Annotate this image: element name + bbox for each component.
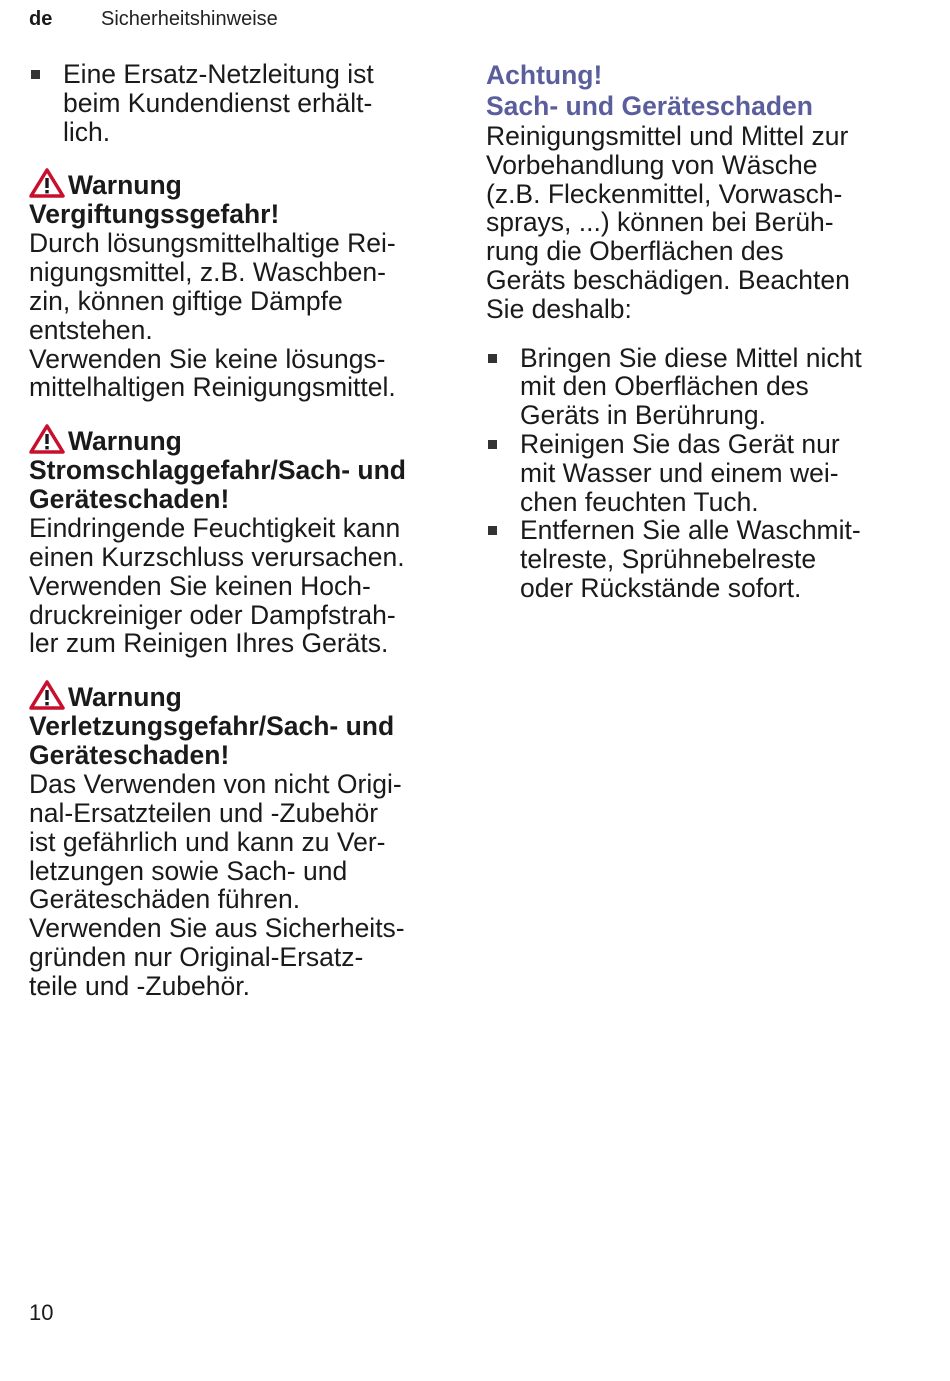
list-item: Entfernen Sie alle Waschmit- telreste, Sprühnebelreste oder Rückstände sofort. <box>486 516 926 602</box>
warning-triangle-icon <box>29 680 65 710</box>
left-column <box>29 60 454 1001</box>
warning-injury <box>29 680 454 1000</box>
warning-electric-shock <box>29 424 454 658</box>
bullet-square-icon <box>488 440 497 449</box>
warning-title: Vergiftungssgefahr! <box>29 199 280 230</box>
warning-title: Verletzungsgefahr/Sach- und Geräteschaden! <box>29 711 395 771</box>
language-code: de <box>29 8 53 30</box>
replacement-cable-list <box>29 60 454 146</box>
bullet-square-icon <box>488 526 497 535</box>
warning-heading: Warnung <box>29 168 454 200</box>
list-item: Eine Ersatz-Netzleitung ist beim Kundendienst erhält- lich. <box>29 60 454 146</box>
warning-triangle-icon <box>29 424 65 454</box>
list-item: Bringen Sie diese Mittel nicht mit den Oberflächen des Geräts in Berührung. <box>486 344 926 430</box>
bullet-square-icon <box>488 354 497 363</box>
warning-heading: Warnung <box>29 680 454 712</box>
warning-body: Durch lösungsmittelhaltige Rei- nigungsmittel, z.B. Waschben- zin, können giftige Dämpfe entstehen. Verwenden Sie keine lösungs- mittelhaltigen Reinigungsmittel. <box>29 228 396 403</box>
warning-body: Das Verwenden von nicht Origi- nal-Ersatzteilen und -Zubehör ist gefährlich und kann zu Ver- letzungen sowie Sach- und Geräteschäden führen. Verwenden Sie aus Sicherheits- gründen nur Original-Ersatz- teile und -Zubehör. <box>29 769 405 1001</box>
caution-body: Reinigungsmittel und Mittel zur Vorbehandlung von Wäsche (z.B. Fleckenmittel, Vorwasch- sprays, ...) können bei Berüh- rung die Oberflächen des Geräts beschädigen. Beachten Sie deshalb: <box>486 121 850 324</box>
warning-poisoning <box>29 168 454 402</box>
warning-triangle-icon <box>29 168 65 198</box>
caution-instructions-list <box>486 344 926 603</box>
warning-title: Stromschlaggefahr/Sach- und Geräteschaden! <box>29 455 406 515</box>
warning-heading: Warnung <box>29 424 454 456</box>
caution-heading: Achtung! Sach- und Geräteschaden <box>486 60 813 121</box>
list-item: Reinigen Sie das Gerät nur mit Wasser und einem wei- chen feuchten Tuch. <box>486 430 926 516</box>
right-column <box>486 60 926 603</box>
bullet-square-icon <box>31 70 40 79</box>
section-title: Sicherheitshinweise <box>101 8 278 30</box>
page-number: 10 <box>29 1300 54 1325</box>
warning-body: Eindringende Feuchtigkeit kann einen Kurzschluss verursachen. Verwenden Sie keinen Hoch- druckreiniger oder Dampfstrah- ler zum Reinigen Ihres Geräts. <box>29 513 405 659</box>
